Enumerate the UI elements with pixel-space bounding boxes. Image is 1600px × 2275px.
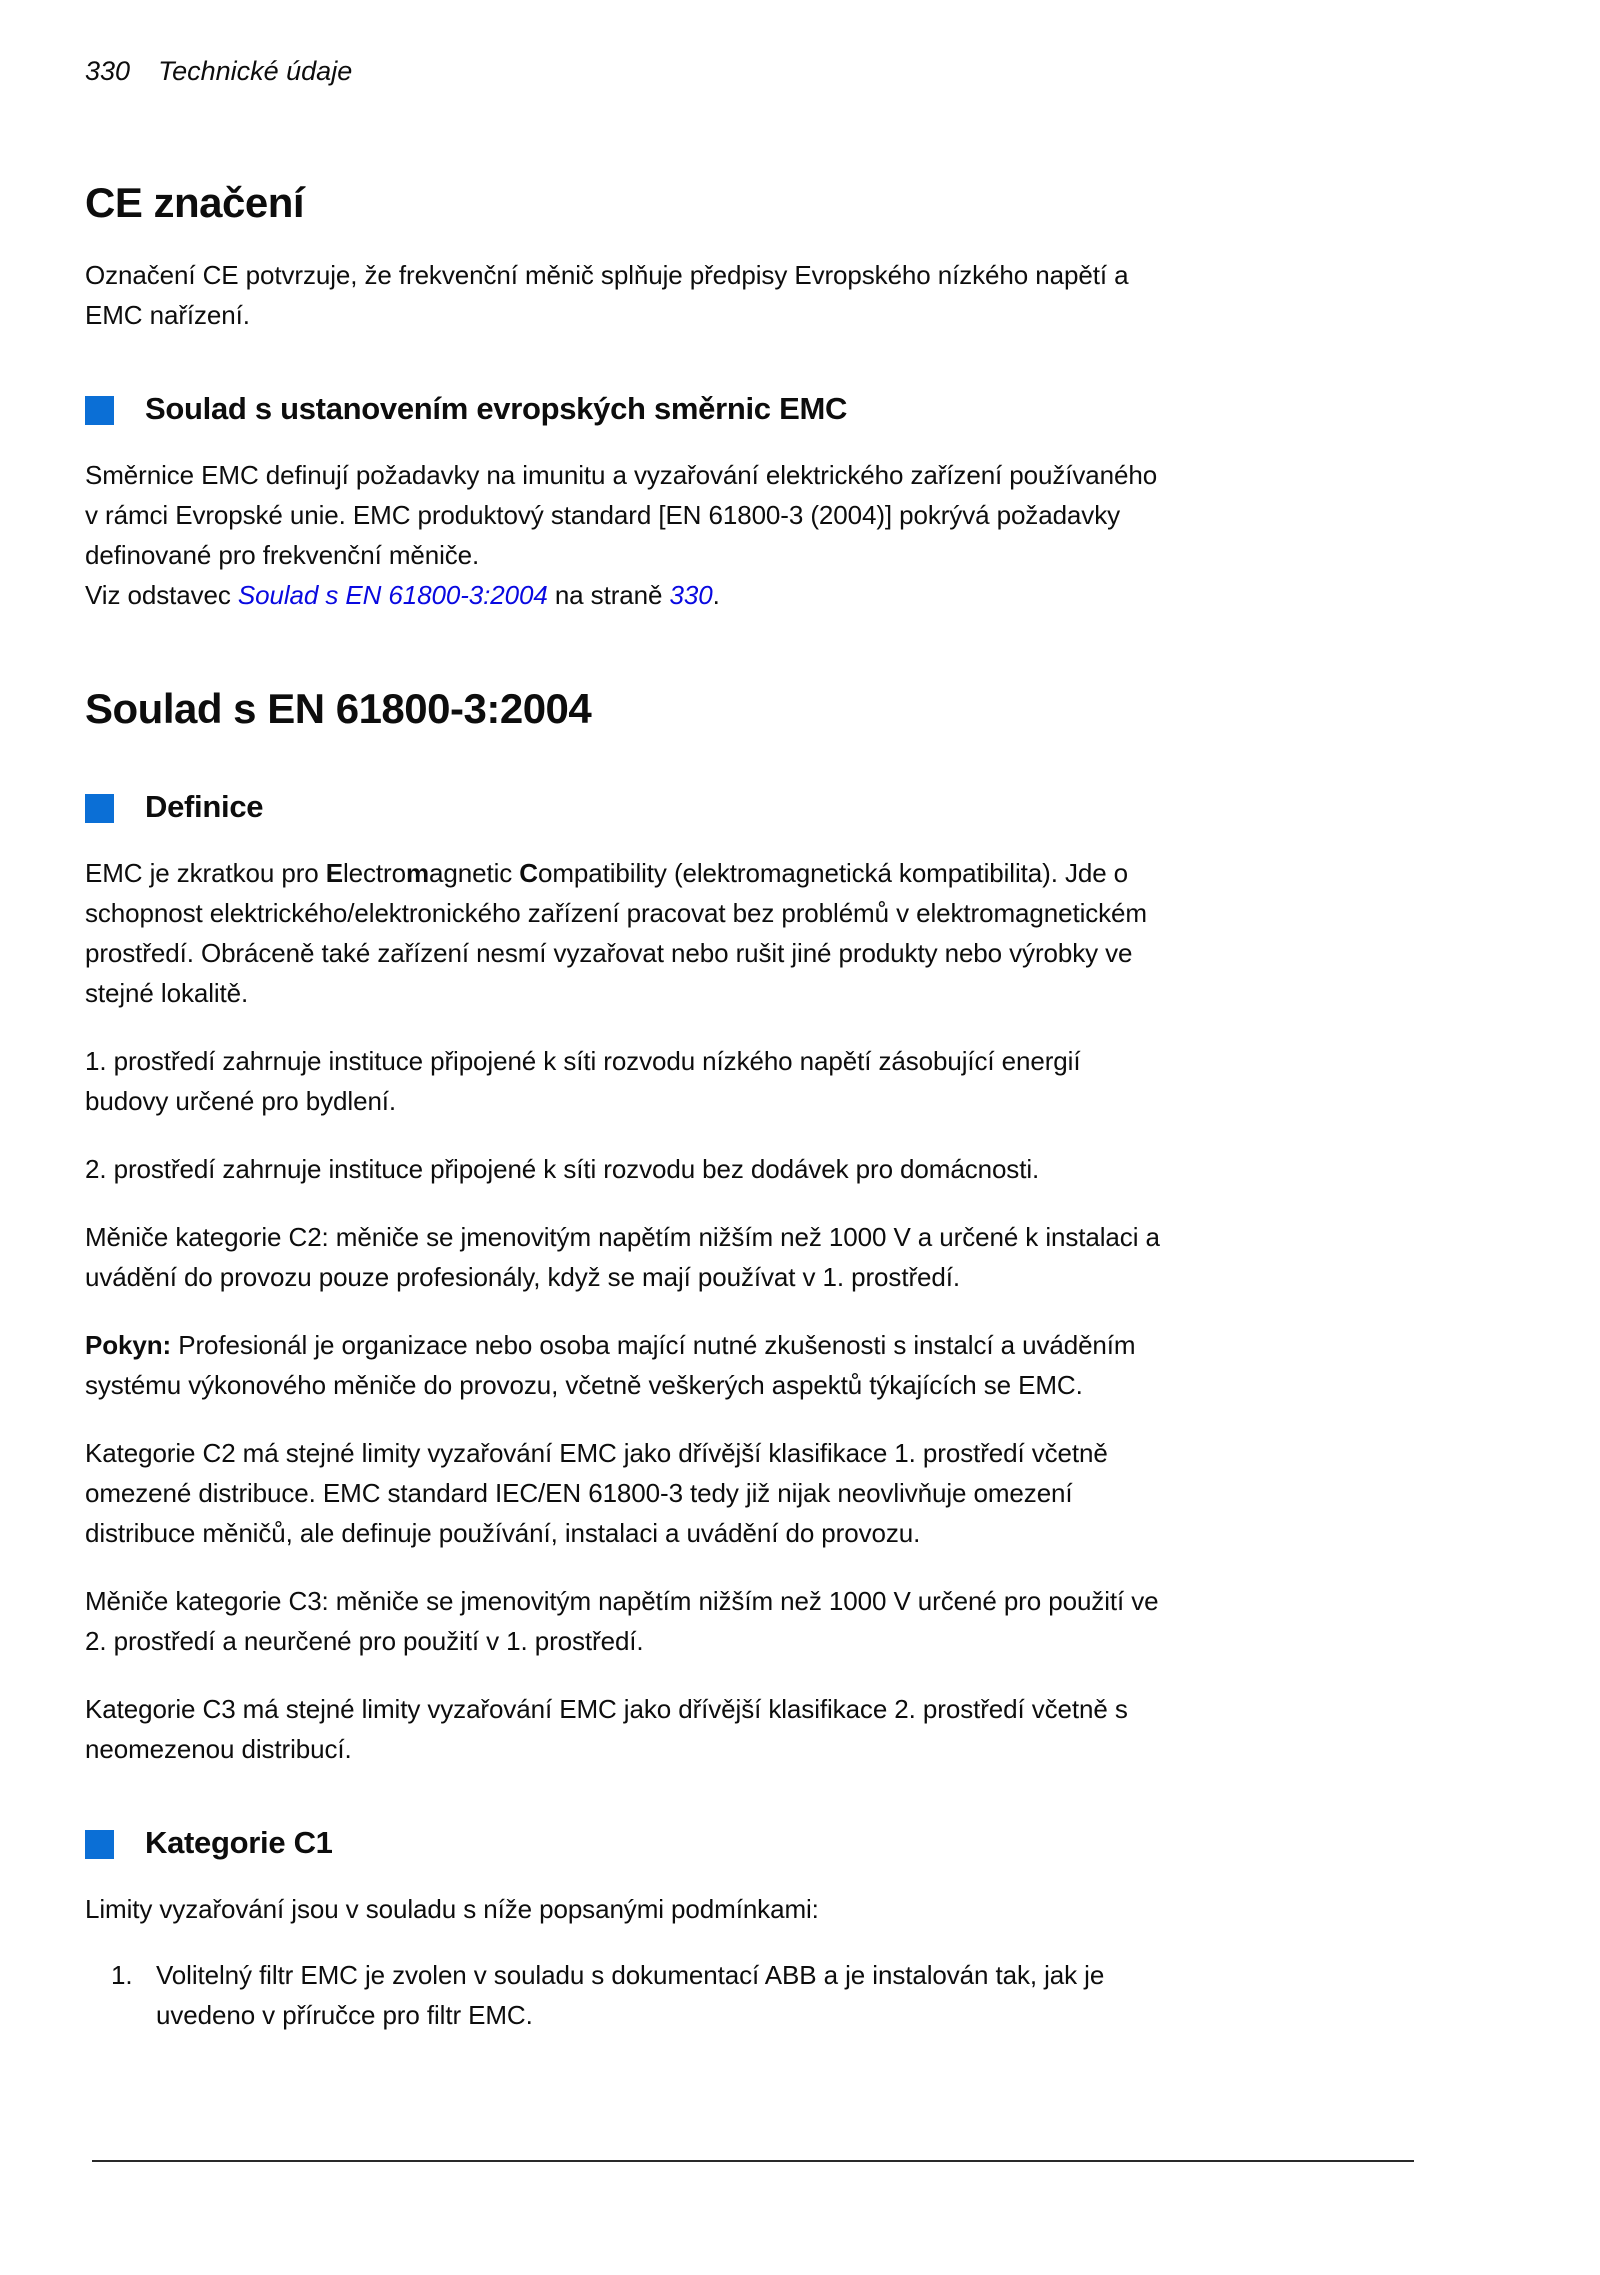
paragraph-environment-1: 1. prostředí zahrnuje instituce připojené k síti rozvodu nízkého napětí zásobující energií budovy určené pro bydlení. <box>85 1046 1081 1116</box>
list-item <box>85 1955 1170 2035</box>
paragraph-emc-directives-group <box>85 455 1170 615</box>
paragraph-environment-2: 2. prostředí zahrnuje instituce připojené k síti rozvodu bez dodávek pro domácnosti. <box>85 1154 1040 1184</box>
section-category-c1 <box>85 1825 1170 1861</box>
list-item-text: Volitelný filtr EMC je zvolen v souladu s dokumentací ABB a je instalován tak, jak je uvedeno v příručce pro filtr EMC. <box>156 1960 1105 2030</box>
text-segment: na straně <box>547 580 670 610</box>
section-emc-directives <box>85 391 1170 427</box>
paragraph-category-c3: Měniče kategorie C3: měniče se jmenovitým napětím nižším než 1000 V určené pro použití ve 2. prostředí a neurčené pro použití v 1. prostředí. <box>85 1586 1159 1656</box>
list-item-number: 1. <box>111 1960 133 1990</box>
section-bullet-icon <box>85 1830 114 1859</box>
paragraph-ce-intro: Označení CE potvrzuje, že frekvenční měnič splňuje předpisy Evropského nízkého napětí a EMC nařízení. <box>85 260 1129 330</box>
section-bullet-icon <box>85 396 114 425</box>
text-segment: m <box>405 858 430 888</box>
text-segment: agnetic <box>429 858 520 888</box>
see-also-line <box>85 575 1170 615</box>
text-segment: Profesionál je organizace nebo osoba mající nutné zkušenosti s instalcí a uváděním systému výkonového měniče do provozu, včetně veškerých aspektů týkajících se EMC. <box>85 1330 1136 1400</box>
paragraph-category-c3-limits: Kategorie C3 má stejné limity vyzařování EMC jako dřívější klasifikace 2. prostředí včetně s neomezenou distribucí. <box>85 1694 1128 1764</box>
cross-reference-link[interactable]: 330 <box>669 580 713 610</box>
text-segment: EMC je zkratkou pro <box>85 858 326 888</box>
text-segment: lectro <box>343 858 406 888</box>
paragraph-emc-definition <box>85 853 1170 1013</box>
text-segment: ompatibility (elektromagnetická kompatibilita). Jde o schopnost elektrického/elektronického zařízení pracovat bez problémů v elektromagnetickém prostředí. Obráceně také zařízení nesmí vyzařovat nebo rušit jiné produkty nebo výrobky ve stejné lokalitě. <box>85 858 1147 1008</box>
footer-divider <box>92 2160 1414 2162</box>
section-title: Soulad s ustanovením evropských směrnic EMC <box>145 391 848 426</box>
section-bullet-icon <box>85 794 114 823</box>
paragraph-emc-directives: Směrnice EMC definují požadavky na imunitu a vyzařování elektrického zařízení používaného v rámci Evropské unie. EMC produktový standard [EN 61800-3 (2004)] pokrývá požadavky definované pro frekvenční měniče. <box>85 460 1158 570</box>
paragraph-note <box>85 1325 1170 1405</box>
section-title: Kategorie C1 <box>145 1825 333 1860</box>
page-header <box>85 56 1170 87</box>
section-definitions <box>85 789 1170 825</box>
text-segment: Pokyn: <box>85 1330 172 1360</box>
chapter-title: Technické údaje <box>158 56 353 86</box>
heading-ce-marking: CE značení <box>85 179 305 226</box>
ordered-list <box>85 1955 1170 2035</box>
cross-reference-link[interactable]: Soulad s EN 61800-3:2004 <box>237 580 548 610</box>
text-segment: . <box>712 580 720 610</box>
text-segment: E <box>325 858 343 888</box>
section-title: Definice <box>145 789 264 824</box>
text-segment: Viz odstavec <box>85 580 238 610</box>
heading-en61800: Soulad s EN 61800-3:2004 <box>85 685 592 732</box>
paragraph-category-c2-limits: Kategorie C2 má stejné limity vyzařování EMC jako dřívější klasifikace 1. prostředí včetně omezené distribuce. EMC standard IEC/EN 61800-3 tedy již nijak neovlivňuje omezení distribuce měničů, ale definuje používání, instalaci a uvádění do provozu. <box>85 1438 1108 1548</box>
text-segment: C <box>519 858 538 888</box>
paragraph-category-c2: Měniče kategorie C2: měniče se jmenovitým napětím nižším než 1000 V a určené k instalaci a uvádění do provozu pouze profesionály, když se mají používat v 1. prostředí. <box>85 1222 1160 1292</box>
page-number: 330 <box>85 56 131 86</box>
paragraph-c1-intro: Limity vyzařování jsou v souladu s níže popsanými podmínkami: <box>85 1894 819 1924</box>
